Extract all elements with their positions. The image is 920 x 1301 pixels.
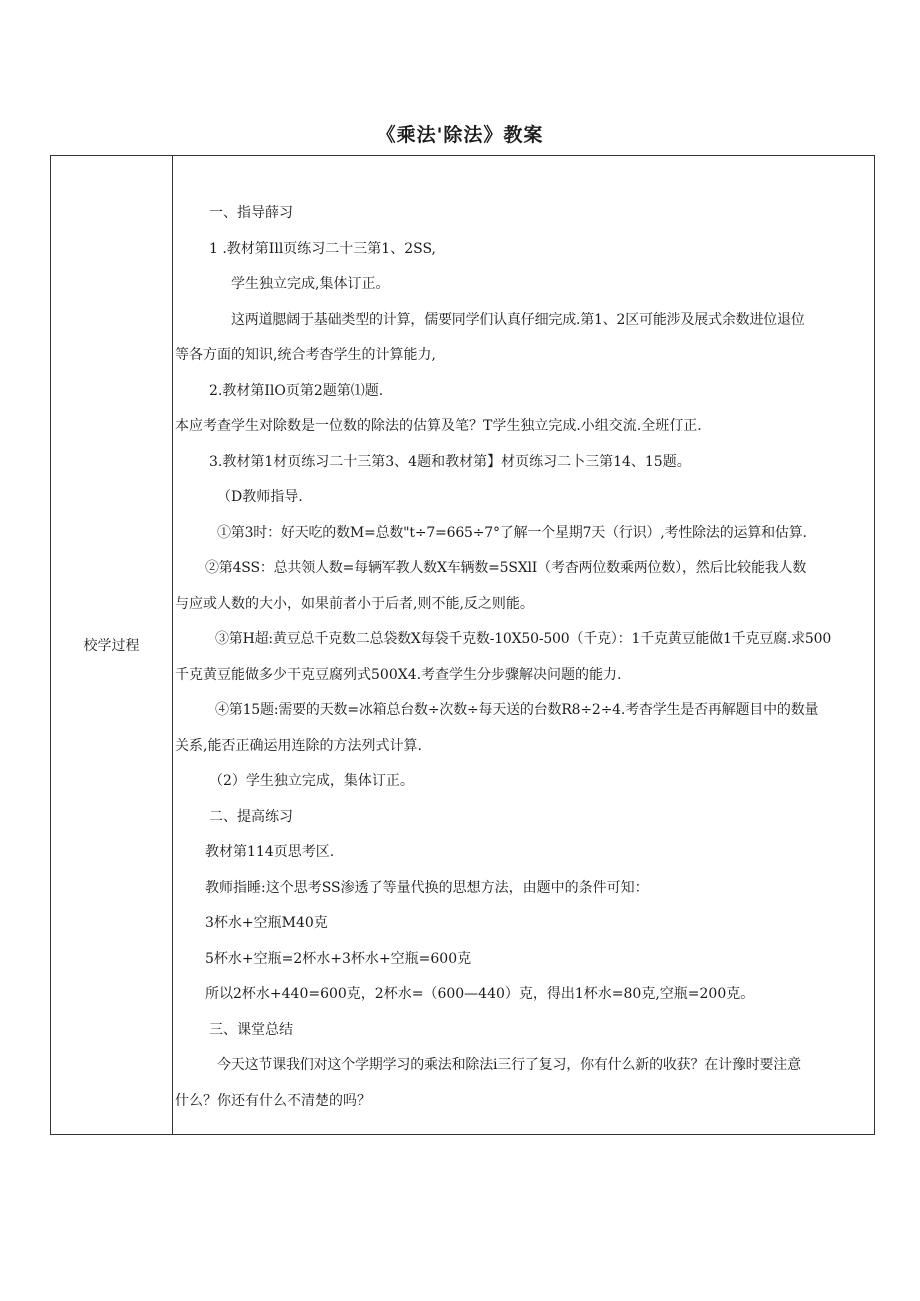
lesson-plan-table xyxy=(50,155,875,1135)
content-line: ④第15题:需要的天数=冰箱总台数÷次数÷每天送的台数R8÷2÷4.考杳学生是否再解题目中的数量 xyxy=(215,702,819,718)
heading-review: 一、指导薛习 xyxy=(209,205,293,221)
content-line: （2）学生独立完成，集体订正。 xyxy=(209,773,414,789)
content-line: 本应考查学生对除数是一位数的除法的估算及笔？T学生独立完成.小组交流.全班仃正. xyxy=(175,418,702,434)
content-line: 关系,能否正确运用连除的方法列式计算. xyxy=(175,737,422,754)
content-line: 1 .教材第Ill页练习二十三第1、2SS, xyxy=(209,240,436,257)
content-line: ②第4SS：总共领人数=每辆军教人数X车辆数=5SXlI（考杳两位数乘两位数），然后比较能我人数 xyxy=(205,560,807,576)
heading-extension: 二、提高练习 xyxy=(209,808,293,825)
content-line: 所以2杯水+440=600克，2杯水=（600—440）克，得出1杯水=80克,空瓶=200克。 xyxy=(205,986,755,1002)
content-line: 今天这节课我们对这个学期学习的乘法和除法i三行了复习，你有什么新的收获？在计豫时要注意 xyxy=(217,1057,801,1073)
content-line: 教材第114页思考区. xyxy=(205,844,335,860)
heading-summary: 三、课堂总结 xyxy=(209,1021,293,1038)
content-line: 学生独立完成,集体订正。 xyxy=(231,276,390,292)
content-line: 教师指睡:这个思考SS渗透了等量代换的思想方法，由题中的条件可知： xyxy=(205,879,649,896)
content-line: 千克黄豆能做多少干克豆腐列式500X4.考查学生分步骤解决问题的能力. xyxy=(175,666,622,683)
content-line: ③第H超:黄豆总千克数二总袋数X每袋千克数-10X50-500（千克）：1千克黄豆能做1千克豆腐.求500 xyxy=(215,631,832,647)
content-line: 什么？你还有什么不清楚的吗？ xyxy=(175,1092,371,1109)
content-line: 3.教材第1材页练习二十三第3、4题和教材第】材页练习二卜三第14、15题。 xyxy=(209,453,691,470)
content-line: 等各方面的知识,统合考杳学生的计算能力, xyxy=(175,347,436,363)
content-line: 与应或人数的大小，如果前者小于后者,则不能,反之则能。 xyxy=(175,595,534,612)
section-content xyxy=(173,156,875,1135)
content-line: 2.教材第IlO页第2题第⑴题. xyxy=(209,382,384,399)
content-line: （D教师指导. xyxy=(217,489,303,505)
content-line: ①第3时：好天吃的数M=总数"t÷7=665÷7°了解一个星期7天（行识）,考性除法的运算和估算. xyxy=(217,524,807,541)
section-label: 校学过程 xyxy=(51,156,173,1135)
content-line: 3杯水+空瓶M40克 xyxy=(205,915,328,931)
content-line: 这两道腮阔于基础类型的计算，儒要同学们认真仔细完成.第1、2区可能涉及展式余数进位退位 xyxy=(231,311,805,328)
document-title: 《乘法'除法》教案 xyxy=(376,124,544,146)
content-line: 5杯水+空瓶=2杯水+3杯水+空瓶=600克 xyxy=(205,950,472,967)
